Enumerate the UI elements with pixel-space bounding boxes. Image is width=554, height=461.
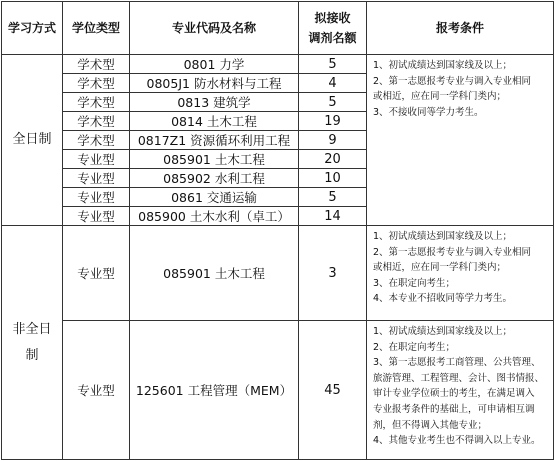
quota-cell: 19 [299,112,367,131]
condition-line: 1、初试成绩达到国家线及以上； [373,60,513,71]
degree-cell: 专业型 [63,150,130,169]
degree-cell: 学术型 [63,74,130,93]
quota-cell: 9 [299,131,367,150]
header-quota-line2: 调剂名额 [308,31,357,45]
quota-cell: 10 [299,169,367,188]
header-quota [299,2,367,55]
degree-cell: 学术型 [63,112,130,131]
study-mode-parttime-line1: 非全日 [12,321,52,337]
table-row [2,55,554,74]
program-cell: 0814 土木工程 [130,112,299,131]
program-cell: 0817Z1 资源循环利用工程 [130,131,299,150]
condition-line: 3、第一志愿报考工商管理、公共管理、 [373,357,541,369]
program-cell: 0861 交通运输 [130,188,299,207]
quota-cell: 14 [299,207,367,226]
condition-line: 3、不接收同等学力考生。 [373,106,484,118]
quota-cell: 5 [299,188,367,207]
degree-cell: 专业型 [63,188,130,207]
program-cell: 0801 力学 [130,55,299,74]
degree-cell: 专业型 [63,226,130,321]
condition-line: 2、在职定向考生； [373,341,456,353]
parttime-civil-conditions [367,226,554,321]
condition-line: 审计专业学位硕士的考生，在满足调入 [373,388,535,400]
table-row [2,226,554,321]
condition-line: 剂，但不得调入其他专业； [373,419,488,431]
study-mode-fulltime: 全日制 [2,55,63,226]
quota-cell: 4 [299,74,367,93]
header-row [2,2,554,55]
program-cell: 085901 土木工程 [130,226,299,321]
header-conditions: 报考条件 [367,2,554,55]
program-cell: 0805J1 防水材料与工程 [130,74,299,93]
condition-line: 2、第一志愿报考专业与调入专业相同 [373,75,532,87]
condition-line: 4、其他专业考生也不得调入以上专业。 [373,435,541,447]
header-quota-line1: 拟接收 [314,11,351,25]
program-cell: 0813 建筑学 [130,93,299,112]
condition-line: 3、在职定向考生； [373,277,456,289]
condition-line: 1、初试成绩达到国家线及以上； [373,326,513,337]
study-mode-parttime-line2: 制 [25,347,39,363]
adjustment-table [1,1,554,460]
quota-cell: 20 [299,150,367,169]
program-cell: 085902 水利工程 [130,169,299,188]
degree-cell: 专业型 [63,169,130,188]
condition-line: 1、初试成绩达到国家线及以上； [373,231,513,242]
condition-line: 旅游管理、工程管理、会计、图书情报、 [373,372,545,384]
degree-cell: 学术型 [63,131,130,150]
condition-line: 或相近，应在同一学科门类内； [373,91,507,103]
degree-cell: 学术型 [63,93,130,112]
quota-cell: 5 [299,93,367,112]
header-program: 专业代码及名称 [130,2,299,55]
quota-cell: 45 [299,321,367,460]
header-degree: 学位类型 [63,2,130,55]
program-cell: 085900 土木水利（卓工） [130,207,299,226]
study-mode-parttime [2,226,63,460]
quota-cell: 5 [299,55,367,74]
fulltime-conditions [367,55,554,226]
degree-cell: 学术型 [63,55,130,74]
header-mode: 学习方式 [2,2,63,55]
program-cell: 085901 土木工程 [130,150,299,169]
degree-cell: 专业型 [63,207,130,226]
degree-cell: 专业型 [63,321,130,460]
program-cell: 125601 工程管理（MEM） [130,321,299,460]
condition-line: 2、第一志愿报考专业与调入专业相同 [373,246,532,258]
table-row [2,321,554,460]
quota-cell: 3 [299,226,367,321]
parttime-mem-conditions [367,321,554,460]
condition-line: 专业报考条件的基础上，可申请相互调 [373,403,535,415]
condition-line: 4、本专业不招收同等学力考生。 [373,293,513,305]
condition-line: 或相近，应在同一学科门类内； [373,262,507,274]
